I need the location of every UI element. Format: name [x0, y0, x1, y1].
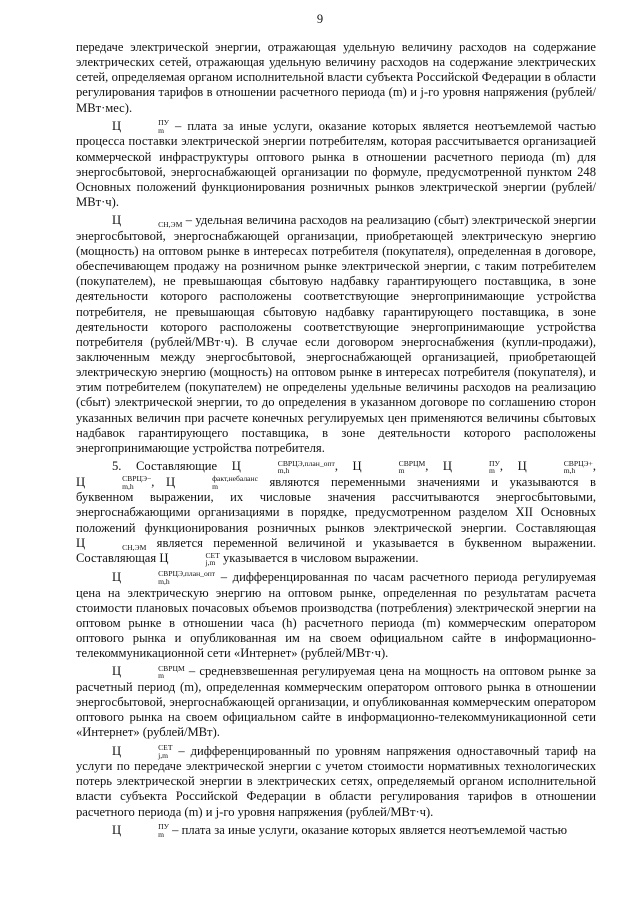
symbol-c-svrcm: Ц СВРЦМ m — [352, 458, 426, 476]
symbol-c-pu: Ц ПУ m — [442, 458, 500, 476]
paragraph-svrcm-definition: Ц СВРЦМ m – средневзвешенная регулируемая цена на мощность на оптовом рынке за расчетный период (m), определенная коммерческим оператором оптового рынка в отношении энергосбытовой, энергоснабжающей организации, и опубликованная коммерческим оператором оптового рынка на своем официальном сайте в информационно-телекоммуникационной сети «Интернет» (рублей/МВт). — [76, 663, 596, 740]
symbol-c-svrce-plan: Ц СВРЦЭ,план_опт m,h — [231, 458, 335, 476]
symbol-c-set: Ц СЕТ j,m — [159, 550, 220, 568]
symbol-c-sn-em: Ц СН,ЭМ — [112, 213, 183, 230]
paragraph-pu-definition-repeat: Ц ПУ m – плата за иные услуги, оказание которых является неотъемлемой частью — [112, 822, 568, 839]
symbol-c-pu: Ц ПУ m — [112, 822, 169, 839]
symbol-c-sn-em: Ц СН,ЭМ — [76, 535, 147, 552]
symbol-c-svrce-plan: Ц СВРЦЭ,план_опт m,h — [112, 569, 216, 586]
symbol-c-pu: Ц ПУ m — [112, 118, 169, 135]
paragraph-sn-em-definition: Ц СН,ЭМ – удельная величина расходов на реализацию (сбыт) электрической энергии энергосбытовой, энергоснабжающей организации, приобретающей электрическую энергию (мощность) на оптовом рынке в интересах потребителя (покупателя), определенная в договоре, обеспечивающем продажу на розничном рынке электрической энергии, с таким потребителем (покупателем), не превышающая сбытовую надбавку гарантирующего поставщика, в зоне деятельности которого расположены соответствующие энергопринимающие устройства потребителя, не превышающая сбытовую надбавку гарантирующего поставщика, в зоне деятельности которого расположены соответствующие энергопринимающие устройства потребителя (рублей/МВт·ч). В случае если договором энергоснабжения (купли-продажи), заключенным между энергосбытовой, энергоснабжающей организацией, приобретающей электрическую энергию (мощность) на оптовом рынке в интересах потребителя (покупателя), и этим потребителем (покупателем) не определены удельные величины расходов на реализацию (сбыт) электрической энергии, то до определения в указанном договоре по соглашению сторон указанных величин при расчете конечных регулируемых цен применяются величины сбытовых надбавок гарантирующего поставщика, в зоне деятельности которого расположены энергопринимающие устройства потребителя. — [76, 213, 596, 455]
symbol-c-svrce-minus: Ц СВРЦЭ− m,h — [76, 474, 152, 491]
document-body — [76, 40, 596, 838]
symbol-c-svrce-plus: Ц СВРЦЭ+ m,h — [517, 458, 593, 476]
symbol-c-svrcm: Ц СВРЦМ m — [112, 663, 185, 681]
page-number: 9 — [316, 12, 324, 26]
paragraph-components: 5. Составляющие Ц СВРЦЭ,план_опт m,h , Ц СВРЦМ m , Ц ПУ m , Ц СВРЦЭ+ m,h , Ц СВРЦЭ− m,h , Ц факт,небаланс m являются переменными значениями и указываются в буквенном выражении, их числовые значения рассчитываются энергосбытовыми, энергоснабжающими организациями в порядке, предусмотренном разделом XII Основных положений функционирования розничных рынков электрической энергии. Составляющая Ц СН,ЭМ является переменной величиной и указывается в буквенном выражении. Составляющая Ц СЕТ j,m указывается в числовом выражении. — [76, 458, 597, 568]
paragraph-set-definition: Ц СЕТ j,m – дифференцированный по уровням напряжения одноставочный тариф на услуги по передаче электрической энергии с учетом стоимости нормативных технологических потерь электрической энергии в электрических сетях, определяемый органом исполнительной власти субъекта Российской Федерации в области регулирования тарифов в отношении расчетного периода (m) и j-го уровня напряжения (рублей/МВт·ч). — [76, 742, 596, 819]
paragraph-tariff-continuation: передаче электрической энергии, отражающая удельную величину расходов на содержание электрических сетей, отражающая удельную величину расходов на содержание электрических сетей, определяемая органом исполнительной власти субъекта Российской Федерации в области регулирования тарифов в отношении расчетного периода (m) и j-го уровня напряжения (рублей/МВт·мес). — [76, 40, 596, 115]
symbol-c-set: Ц СЕТ j,m — [112, 742, 173, 760]
symbol-c-fact-nebalans: Ц факт,небаланс m — [165, 474, 258, 491]
paragraph-pu-definition: Ц ПУ m – плата за иные услуги, оказание которых является неотъемлемой частью процесса поставки электрической энергии потребителям, которая рассчитывается организацией коммерческой инфраструктуры оптового рынка в отношении расчетного периода (m) для энергосбытовой, энергоснабжающей организации по формуле, предусмотренной пунктом 248 Основных положений функционирования розничных рынков электрической энергии (рублей/МВт·ч). — [76, 118, 596, 209]
paragraph-svrce-definition: Ц СВРЦЭ,план_опт m,h – дифференцированная по часам расчетного периода регулируемая цена на электрическую энергию на оптовом рынке, определенная по результатам расчета стоимости плановых почасовых объемов производства (потребления) электрической энергии на оптовом рынке в отношении часа (h) расчетного периода (m) коммерческим оператором оптового рынка и опубликованная им на своем официальном сайте в информационно-телекоммуникационной сети «Интернет» (рублей/МВт·ч). — [76, 569, 596, 661]
